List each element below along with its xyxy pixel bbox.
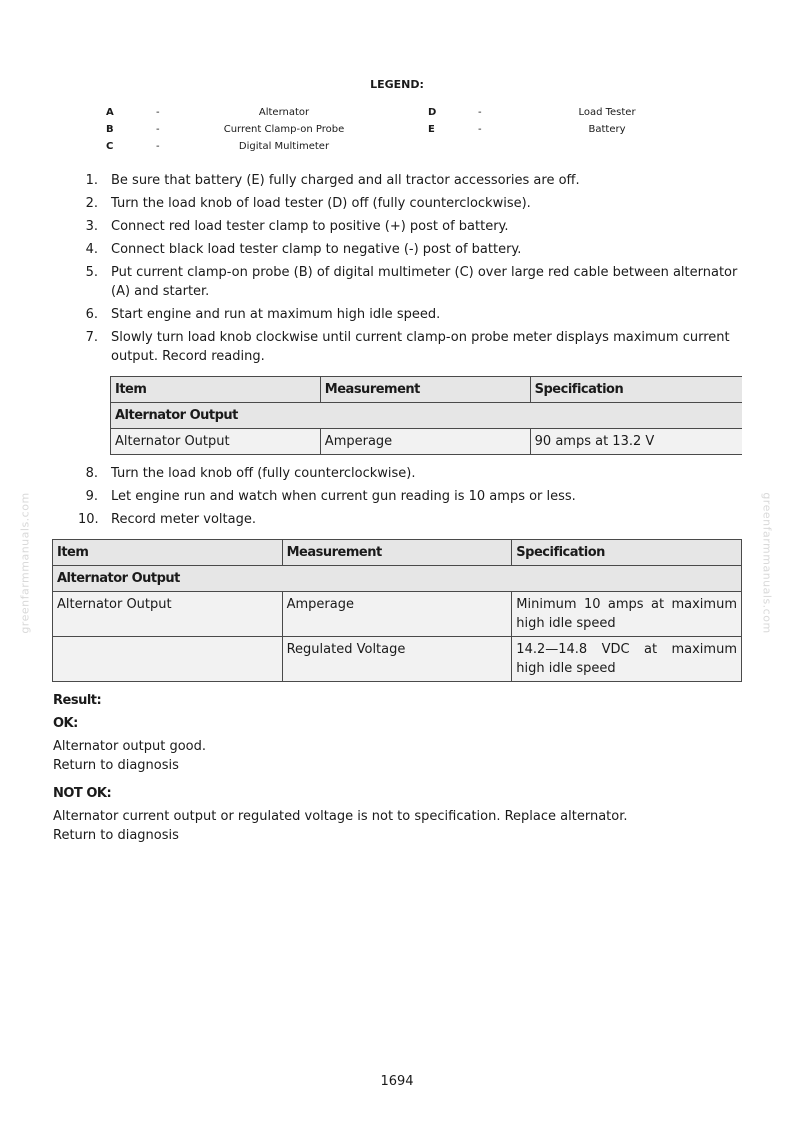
table-cell-measurement: Amperage: [282, 592, 512, 637]
table-row: [53, 592, 742, 637]
procedure-step: [78, 240, 738, 259]
table-cell-measurement: Regulated Voltage: [282, 637, 512, 682]
result-title: Result:: [53, 693, 102, 708]
legend-dash: -: [478, 124, 482, 135]
step-number: 1.: [85, 173, 98, 188]
step-text: Turn the load knob off (fully counterclockwise).: [111, 466, 416, 481]
step-number: 5.: [85, 265, 98, 280]
legend-label: Digital Multimeter: [238, 141, 330, 152]
table-cell-item: [53, 637, 283, 682]
table-cell-specification: 14.2—14.8 VDC at maximum high idle speed: [512, 637, 742, 682]
not-ok-line: Alternator current output or regulated voltage is not to specification. Replace alternator.: [53, 809, 628, 824]
legend-key: C: [106, 141, 114, 152]
procedure-step: [78, 171, 738, 190]
legend-row: [0, 138, 794, 155]
procedure-step: [78, 328, 738, 366]
column-header: Specification: [530, 377, 742, 403]
column-header: Item: [53, 540, 283, 566]
step-number: 8.: [85, 466, 98, 481]
ok-line: Alternator output good.: [53, 739, 207, 754]
legend-label: Battery: [588, 124, 626, 135]
step-text: Record meter voltage.: [111, 512, 256, 527]
legend-title: LEGEND:: [370, 78, 424, 91]
table-cell-specification: Minimum 10 amps at maximum high idle speed: [512, 592, 742, 637]
procedure-step: [78, 487, 738, 506]
step-number: 3.: [85, 219, 98, 234]
legend-key: B: [106, 124, 114, 135]
table-header-row: [111, 377, 743, 403]
legend-dash: -: [156, 107, 160, 118]
procedure-step: [78, 510, 738, 529]
ok-text: [53, 737, 753, 775]
ok-line: Return to diagnosis: [53, 758, 179, 773]
step-text: Connect red load tester clamp to positive (+) post of battery.: [111, 219, 509, 234]
spec-table-output-reading: [110, 376, 742, 455]
table-row: [111, 429, 743, 455]
table-cell-item: Alternator Output: [53, 592, 283, 637]
step-number: 9.: [85, 489, 98, 504]
table-section-row: [53, 566, 742, 592]
legend-key: D: [428, 107, 437, 118]
section-label: Alternator Output: [111, 403, 743, 429]
spec-table-voltage: [52, 539, 742, 682]
legend-dash: -: [156, 141, 160, 152]
not-ok-label: NOT OK:: [53, 786, 112, 801]
procedure-step: [78, 305, 738, 324]
step-number: 4.: [85, 242, 98, 257]
step-number: 10.: [78, 512, 99, 527]
procedure-step: [78, 194, 738, 213]
section-label: Alternator Output: [53, 566, 742, 592]
column-header: Measurement: [320, 377, 530, 403]
column-header: Item: [111, 377, 321, 403]
legend-dash: -: [156, 124, 160, 135]
step-number: 2.: [85, 196, 98, 211]
column-header: Measurement: [282, 540, 512, 566]
table-cell-measurement: Amperage: [320, 429, 530, 455]
step-text: Turn the load knob of load tester (D) off (fully counterclockwise).: [111, 196, 531, 211]
step-text: Start engine and run at maximum high idle speed.: [111, 307, 441, 322]
procedure-steps: [78, 171, 738, 370]
ok-label: OK:: [53, 716, 78, 731]
legend-key: E: [428, 124, 435, 135]
not-ok-line: Return to diagnosis: [53, 828, 179, 843]
procedure-step: [78, 263, 738, 301]
legend-label: Load Tester: [578, 107, 636, 118]
step-text: Be sure that battery (E) fully charged and all tractor accessories are off.: [111, 173, 580, 188]
table-row: [53, 637, 742, 682]
procedure-step: [78, 464, 738, 483]
step-text: Connect black load tester clamp to negative (-) post of battery.: [111, 242, 522, 257]
legend-dash: -: [478, 107, 482, 118]
procedure-step: [78, 217, 738, 236]
legend-label: Current Clamp-on Probe: [223, 124, 345, 135]
table-cell-item: Alternator Output: [111, 429, 321, 455]
legend-label: Alternator: [258, 107, 310, 118]
table-cell-specification: 90 amps at 13.2 V: [530, 429, 742, 455]
watermark-right: greenfarmmanuals.com: [760, 492, 774, 634]
watermark-left: greenfarmmanuals.com: [18, 492, 32, 634]
procedure-steps-continued: [78, 464, 738, 533]
legend-key: A: [106, 107, 114, 118]
step-number: 6.: [85, 307, 98, 322]
column-header: Specification: [512, 540, 742, 566]
step-number: 7.: [85, 330, 98, 345]
step-text: Slowly turn load knob clockwise until current clamp-on probe meter displays maximum current output. Record reading.: [111, 330, 730, 364]
not-ok-text: [53, 807, 753, 845]
step-text: Let engine run and watch when current gun reading is 10 amps or less.: [111, 489, 576, 504]
table-header-row: [53, 540, 742, 566]
table-section-row: [111, 403, 743, 429]
legend-row: [0, 121, 794, 138]
step-text: Put current clamp-on probe (B) of digital multimeter (C) over large red cable between alternator (A) and starter.: [111, 265, 738, 299]
page-number: 1694: [380, 1074, 414, 1089]
legend-row: [0, 104, 794, 121]
